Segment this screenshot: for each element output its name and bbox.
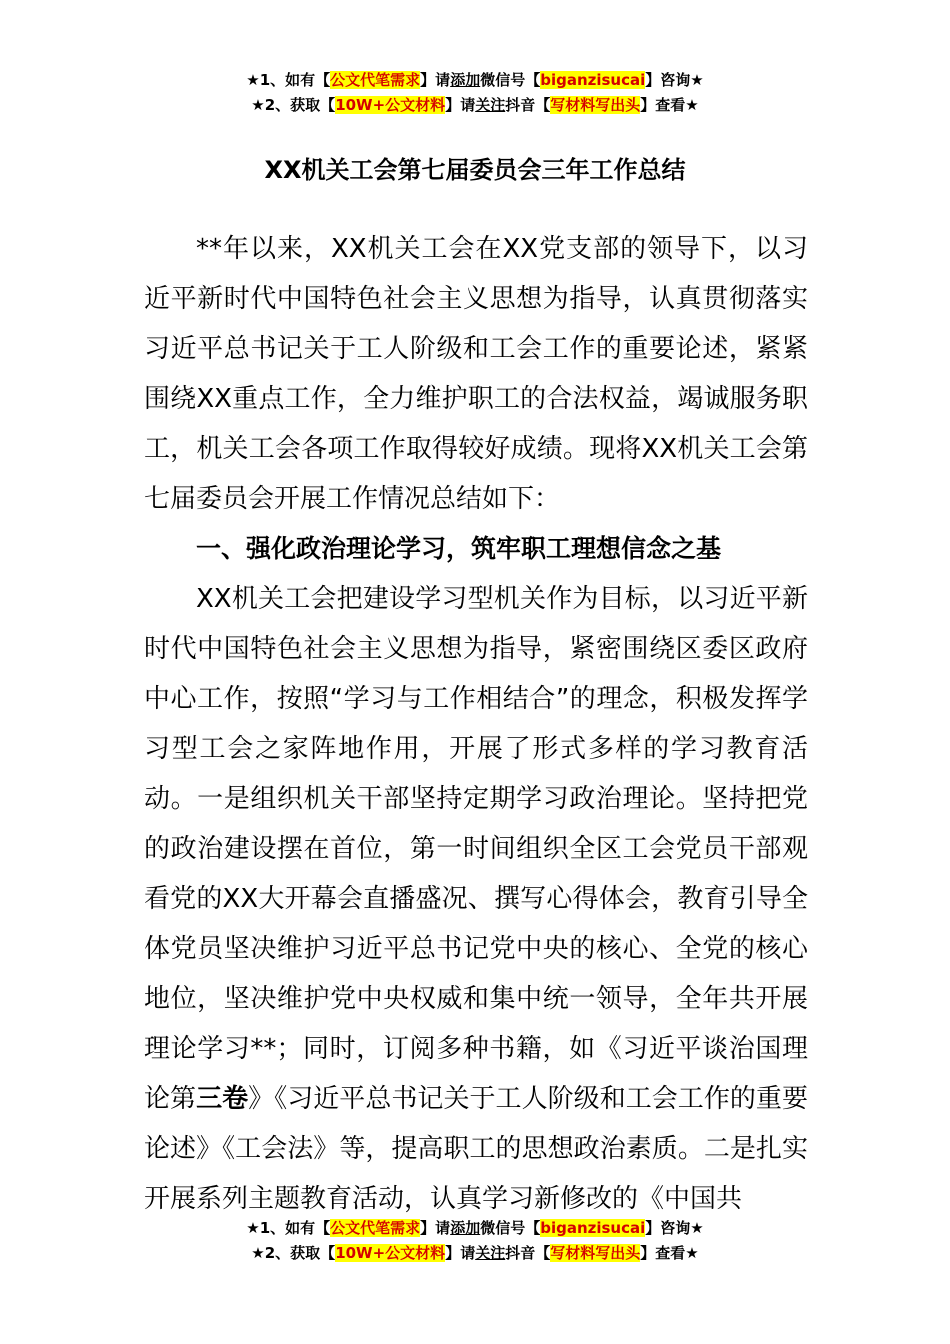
paragraph-text: 》《习近平总书记关于工人阶级和工会工作的重要论述》《工会法》等，提高职工的思想政治素质。二是扎实开展系列主题教育活动，认真学习新修改的《中国共 <box>144 1084 808 1214</box>
banner-underline: 添加 <box>450 1219 481 1237</box>
banner-wechat-id: biganzisucai <box>540 71 646 89</box>
banner-highlight: 公文代笔需求 <box>330 1219 421 1237</box>
banner-text: ★2、获取【 <box>251 96 336 114</box>
banner-text: 抖音【 <box>505 1244 551 1262</box>
banner-text: 微信号【 <box>480 1219 541 1237</box>
banner-text: 微信号【 <box>480 71 541 89</box>
section-1-paragraph <box>144 574 808 1224</box>
banner-text: ★2、获取【 <box>251 1244 336 1262</box>
intro-paragraph: **年以来，XX机关工会在XX党支部的领导下，以习近平新时代中国特色社会主义思想为指导，认真贯彻落实习近平总书记关于工人阶级和工会工作的重要论述，紧紧围绕XX重点工作，全力维护职工的合法权益，竭诚服务职工，机关工会各项工作取得较好成绩。现将XX机关工会第七届委员会开展工作情况总结如下： <box>144 234 808 514</box>
banner-douyin-id: 写材料写出头 <box>550 96 641 114</box>
banner-text: 】咨询★ <box>645 71 704 89</box>
banner-wechat-id: biganzisucai <box>540 1219 646 1237</box>
document-title: XX机关工会第七届委员会三年工作总结 <box>264 156 686 184</box>
banner-text: 】请 <box>445 96 476 114</box>
banner-underline: 添加 <box>450 71 481 89</box>
header-banner <box>0 68 950 118</box>
footer-banner <box>0 1216 950 1266</box>
banner-underline: 关注 <box>475 96 506 114</box>
banner-text: ★1、如有【 <box>246 71 331 89</box>
banner-text: 】咨询★ <box>645 1219 704 1237</box>
paragraph-text: XX机关工会把建设学习型机关作为目标，以习近平新时代中国特色社会主义思想为指导，紧密围绕区委区政府中心工作，按照“学习与工作相结合”的理念，积极发挥学习型工会之家阵地作用，开展了形式多样的学习教育活动。一是组织机关干部坚持定期学习政治理论。坚持把党的政治建设摆在首位，第一时间组织全区工会党员干部观看党的XX大开幕会直播盛况、撰写心得体会，教育引导全体党员坚决维护习近平总书记党中央的核心、全党的核心地位，坚决维护党中央权威和集中统一领导，全年共开展理论学习**；同时，订阅多种书籍，如《习近平谈治国理论第 <box>144 584 808 1114</box>
banner-line-2 <box>0 93 950 118</box>
banner-text: 】请 <box>420 71 451 89</box>
banner-highlight: 公文代笔需求 <box>330 71 421 89</box>
banner-highlight: 10W+公文材料 <box>335 96 446 114</box>
paragraph-bold-text: 三卷 <box>196 1084 249 1114</box>
banner-highlight: 10W+公文材料 <box>335 1244 446 1262</box>
banner-text: 】查看★ <box>640 96 699 114</box>
document-body <box>144 224 808 1224</box>
banner-text: 】请 <box>420 1219 451 1237</box>
banner-text: 抖音【 <box>505 96 551 114</box>
banner-text: 】请 <box>445 1244 476 1262</box>
banner-line-2 <box>0 1241 950 1266</box>
banner-douyin-id: 写材料写出头 <box>550 1244 641 1262</box>
banner-underline: 关注 <box>475 1244 506 1262</box>
banner-text: ★1、如有【 <box>246 1219 331 1237</box>
banner-line-1 <box>0 68 950 93</box>
banner-line-1 <box>0 1216 950 1241</box>
section-heading-1: 一、强化政治理论学习，筑牢职工理想信念之基 <box>196 534 722 563</box>
banner-text: 】查看★ <box>640 1244 699 1262</box>
